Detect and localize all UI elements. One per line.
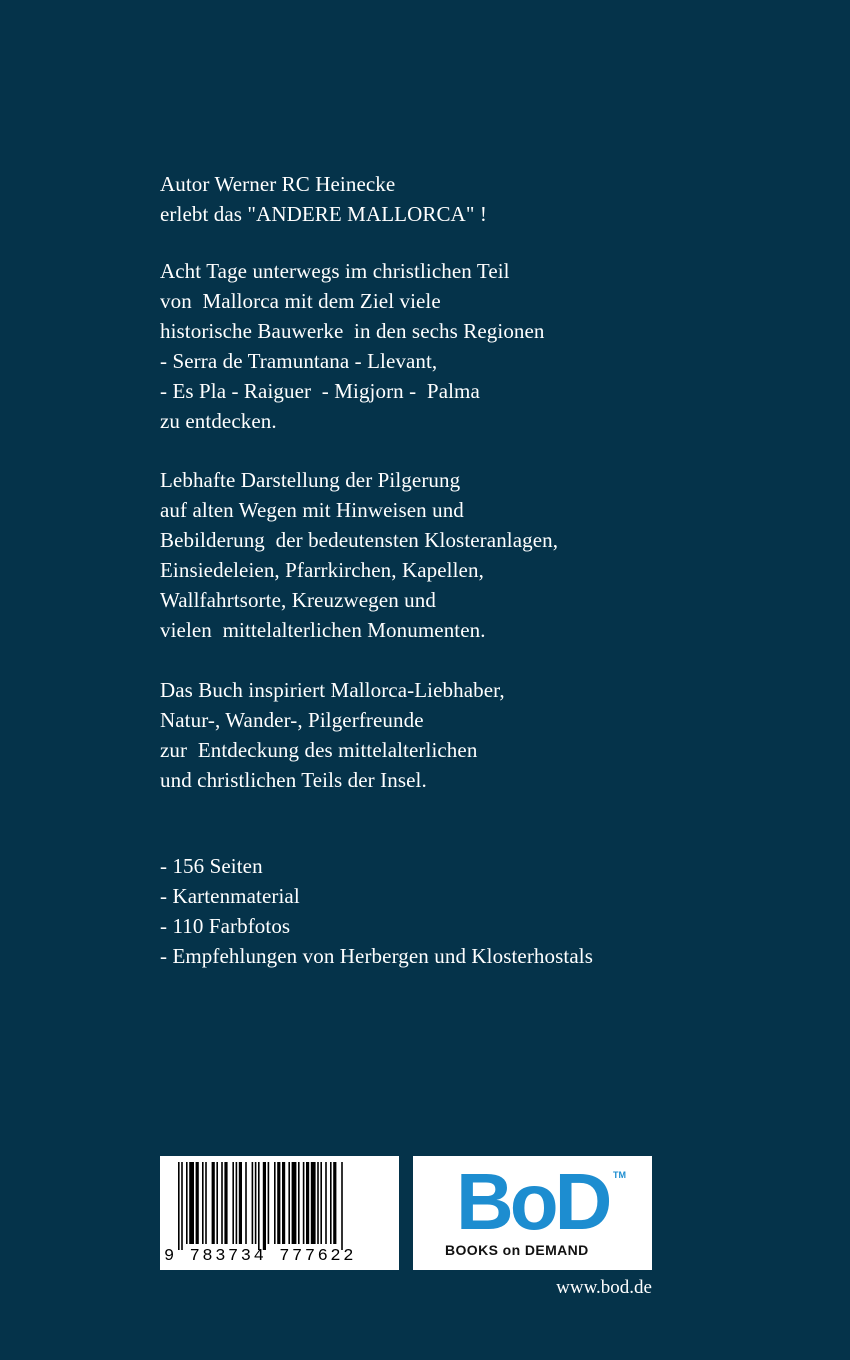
barcode-bar [178,1162,180,1250]
barcode-bar [292,1162,297,1244]
description-line: auf alten Wegen mit Hinweisen und [160,498,464,522]
barcode-bar [303,1162,305,1244]
barcode-bar [252,1162,254,1244]
trademark-mark: TM [613,1170,626,1180]
description-line: Lebhafte Darstellung der Pilgerung [160,468,461,492]
audience-line: und christlichen Teils der Insel. [160,768,427,792]
barcode-bar [205,1162,207,1244]
intro-line: erlebt das "ANDERE MALLORCA" ! [160,202,487,226]
barcode-bar [202,1162,204,1244]
barcode-bar [212,1162,215,1244]
description-paragraph [160,465,558,645]
barcode-bar [268,1162,270,1244]
barcode-bar [320,1162,322,1244]
barcode-bar [232,1162,234,1244]
description-line: vielen mittelalterlichen Monumenten. [160,618,486,642]
barcode-bar [189,1162,194,1244]
barcode-bar [274,1162,276,1244]
barcode-bar [263,1162,266,1250]
barcode-bar [236,1162,238,1244]
feature-item: - Empfehlungen von Herbergen und Klosterhostals [160,944,593,968]
journey-line: - Serra de Tramuntana - Llevant, [160,349,438,373]
audience-line: Das Buch inspiriert Mallorca-Liebhaber, [160,678,505,702]
barcode-bar [255,1162,257,1244]
barcode-bar [196,1162,199,1244]
barcode-bar [239,1162,242,1244]
feature-item: - 156 Seiten [160,854,263,878]
feature-item: - Kartenmaterial [160,884,300,908]
barcode-bar [258,1162,260,1250]
barcode-bar [298,1162,300,1244]
intro-line: Autor Werner RC Heinecke [160,172,396,196]
barcode-bar [277,1162,280,1244]
barcode-bar [224,1162,227,1244]
barcode-bar [311,1162,316,1244]
barcode-bar [330,1162,332,1244]
bod-wordmark: BoD [456,1157,609,1246]
publisher-logo [413,1156,652,1270]
journey-line: historische Bauwerke in den sechs Regionen [160,319,545,343]
journey-line: von Mallorca mit dem Ziel viele [160,289,441,313]
journey-line: - Es Pla - Raiguer - Migjorn - Palma [160,379,480,403]
barcode-bar [288,1162,290,1244]
description-line: Bebilderung der bedeutensten Klosteranlagen, [160,528,559,552]
barcode-bar [282,1162,285,1244]
barcode-bar [216,1162,218,1244]
intro-paragraph [160,169,487,229]
publisher-tagline: BOOKS on DEMAND [445,1242,589,1258]
journey-paragraph [160,256,545,436]
isbn-digits: 9 783734 777622 [164,1247,357,1266]
feature-item: - 110 Farbfotos [160,914,291,938]
barcode-bar [181,1162,183,1250]
audience-line: Natur-, Wander-, Pilgerfreunde [160,708,424,732]
audience-line: zur Entdeckung des mittelalterlichen [160,738,478,762]
features-list [160,851,593,971]
description-line: Wallfahrtsorte, Kreuzwegen und [160,588,436,612]
barcode-bar [341,1162,343,1250]
barcode-bar [186,1162,188,1244]
publisher-website[interactable]: www.bod.de [556,1277,652,1298]
barcode-bar [325,1162,327,1244]
barcode-bar [306,1162,309,1244]
isbn-barcode [160,1156,399,1270]
barcode-bar [333,1162,336,1244]
journey-line: Acht Tage unterwegs im christlichen Teil [160,259,510,283]
barcode-bar [221,1162,223,1244]
description-line: Einsiedeleien, Pfarrkirchen, Kapellen, [160,558,484,582]
audience-paragraph [160,675,505,795]
barcode-bar [245,1162,247,1244]
journey-line: zu entdecken. [160,409,277,433]
barcode-bar [317,1162,319,1244]
